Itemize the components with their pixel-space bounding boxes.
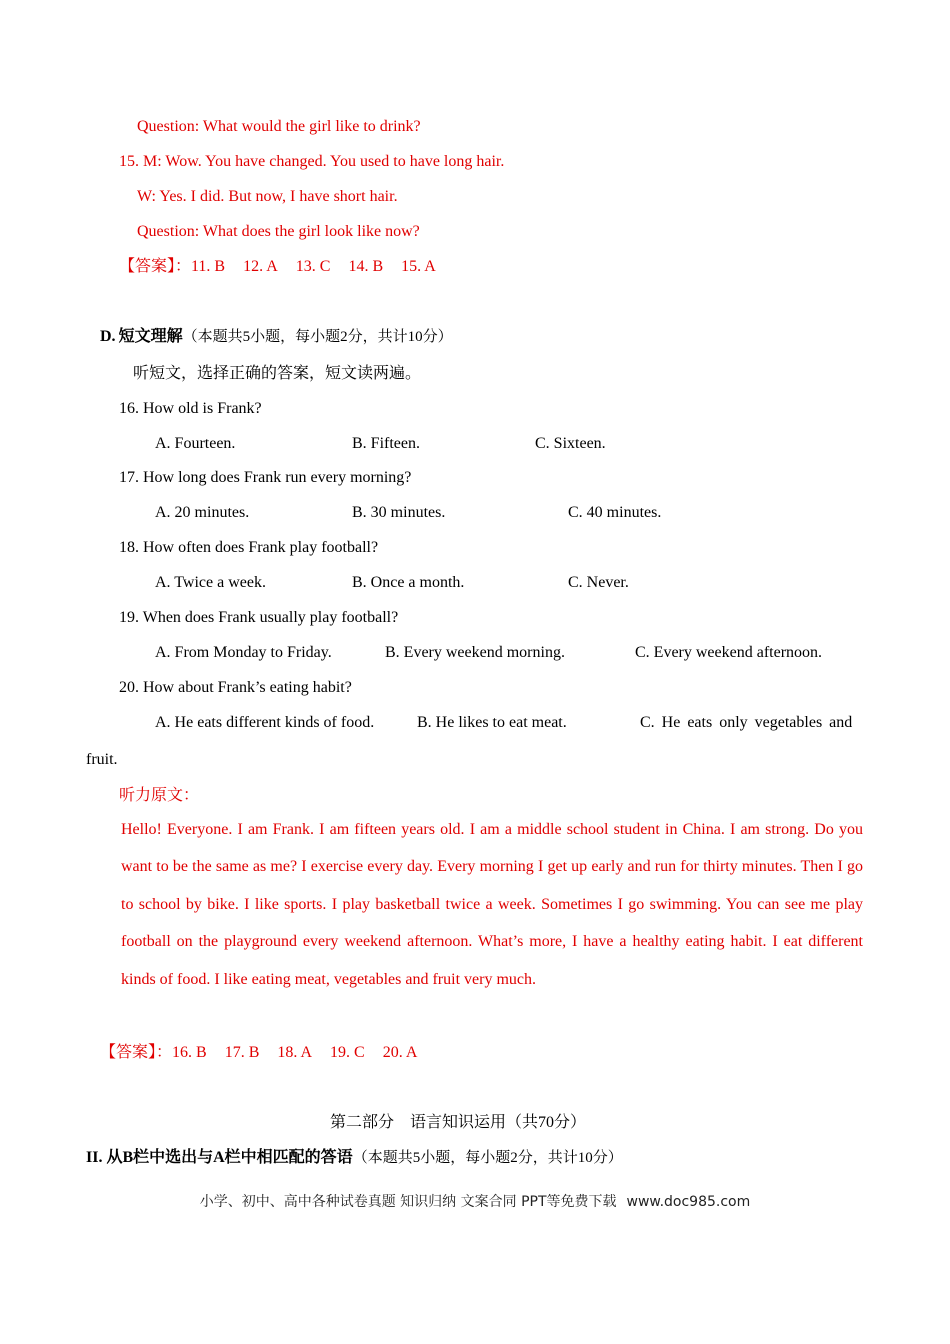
q17-option-a: A. 20 minutes.: [155, 504, 250, 521]
answer-item: 19. C: [330, 1044, 365, 1061]
answer-label: 【答案】：: [100, 1044, 173, 1061]
answer-item: 20. A: [382, 1044, 418, 1061]
part-two-label: 第二部分: [330, 1114, 395, 1131]
q16-option-b: B. Fifteen.: [352, 435, 420, 452]
q20-option-c-wrap: fruit.: [86, 751, 118, 768]
section-2-title: II. 从B栏中选出与A栏中相匹配的答语: [86, 1149, 353, 1166]
answer-item: 13. C: [295, 258, 331, 275]
section-2-heading: [86, 1148, 623, 1168]
q16-option-a: A. Fourteen.: [155, 435, 236, 452]
section-d-letter: D.: [100, 328, 116, 345]
answer-item: 17. B: [224, 1044, 260, 1061]
q20-option-c: C. He eats only vegetables and: [640, 714, 853, 731]
section-d-title: 短文理解: [118, 328, 183, 345]
question-20: 20. How about Frank’s eating habit?: [119, 679, 352, 696]
page-footer: [0, 1191, 950, 1211]
q19-option-a: A. From Monday to Friday.: [155, 644, 332, 661]
q18-option-a: A. Twice a week.: [155, 574, 266, 591]
section-2-note: （本题共5小题，每小题2分，共计10分）: [352, 1150, 623, 1166]
q18-option-b: B. Once a month.: [352, 574, 465, 591]
answer-item: 15. A: [401, 258, 436, 275]
transcript-text: Hello! Everyone. I am Frank. I am fifteen years old. I am a middle school student in China. I am strong. Do you want to be the same as me? I exercise every day. Every morning I get up early and run for thirty minutes. Then I go to school by bike. I like sports. I play basketball twice a week. Sometimes I go swimming. You can see me play football on the playground every weekend afternoon. What’s more, I have a healthy eating habit. I eat different kinds of food. I like eating meat, vegetables and fruit very much.: [121, 821, 863, 988]
q17-option-b: B. 30 minutes.: [352, 504, 446, 521]
footer-url[interactable]: www.doc985.com: [626, 1194, 751, 1210]
part-two-title: 语言知识运用（共70分）: [410, 1114, 587, 1131]
question-16: 16. How old is Frank?: [119, 400, 262, 417]
q16-option-c: C. Sixteen.: [535, 435, 606, 452]
q14-question: Question: What would the girl like to drink?: [137, 118, 421, 135]
q19-option-b: B. Every weekend morning.: [385, 644, 565, 661]
q18-option-c: C. Never.: [568, 574, 629, 591]
q19-option-c: C. Every weekend afternoon.: [635, 644, 823, 661]
q15-w-line: W: Yes. I did. But now, I have short hair.: [137, 188, 398, 205]
answer-row-11-15: [119, 257, 436, 277]
question-18: 18. How often does Frank play football?: [119, 539, 379, 556]
q17-option-c: C. 40 minutes.: [568, 504, 662, 521]
answer-item: 14. B: [348, 258, 384, 275]
question-17: 17. How long does Frank run every morning?: [119, 469, 412, 486]
transcript-label: 听力原文：: [119, 787, 200, 804]
question-19: 19. When does Frank usually play football?: [119, 609, 399, 626]
answer-item: 18. A: [277, 1044, 313, 1061]
footer-text: 小学、初中、高中各种试卷真题 知识归纳 文案合同 PPT等免费下载: [199, 1194, 617, 1210]
q20-option-a: A. He eats different kinds of food.: [155, 714, 375, 731]
section-d-note: （本题共5小题，每小题2分，共计10分）: [182, 329, 453, 345]
section-d-instruction: 听短文，选择正确的答案，短文读两遍。: [133, 365, 422, 382]
answer-item: 12. A: [243, 258, 278, 275]
q20-option-b: B. He likes to eat meat.: [417, 714, 567, 731]
q15-m-line: 15. M: Wow. You have changed. You used to have long hair.: [119, 153, 505, 170]
answer-row-16-20: [100, 1043, 417, 1063]
q15-question: Question: What does the girl look like now?: [137, 223, 420, 240]
answer-item: 16. B: [172, 1044, 207, 1061]
section-d-heading: [100, 327, 453, 347]
answer-item: 11. B: [191, 258, 226, 275]
part-two-heading: [330, 1113, 586, 1133]
answer-label: 【答案】：: [119, 258, 192, 275]
